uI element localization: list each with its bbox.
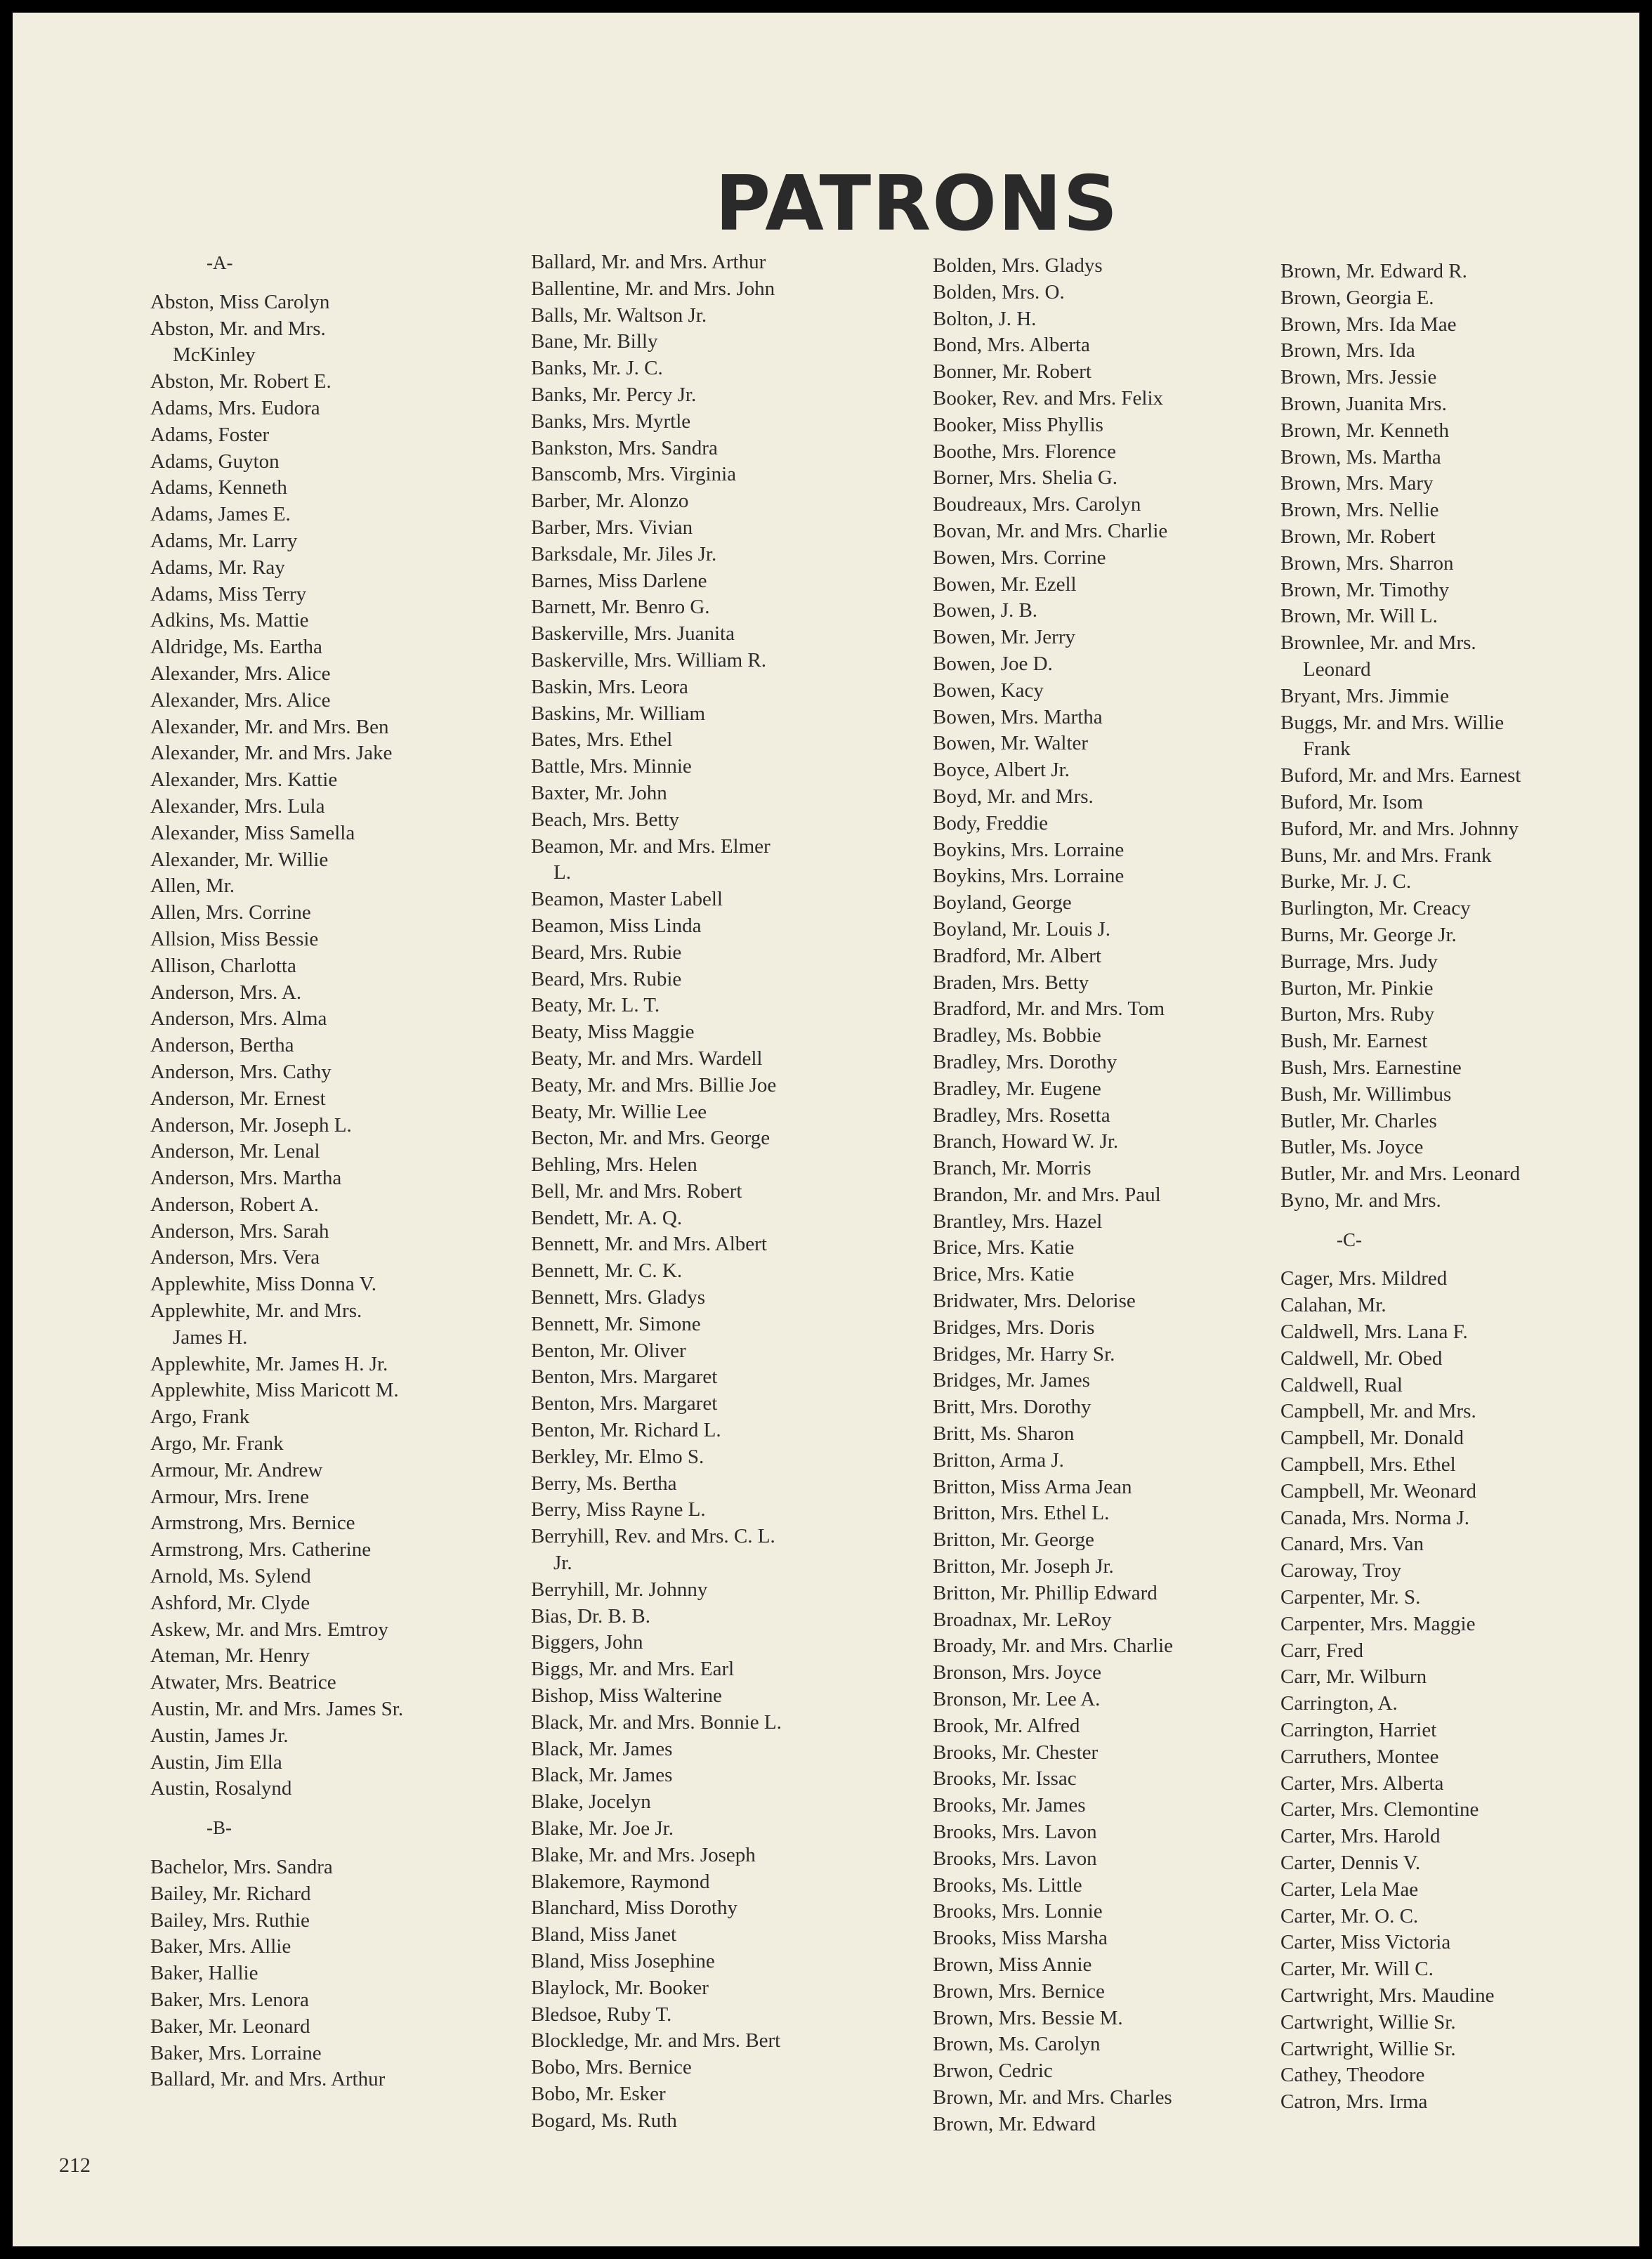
patron-name: Beamon, Miss Linda (531, 914, 702, 937)
patron-name: Cathey, Theodore (1280, 2064, 1425, 2087)
patron-name: Allison, Charlotta (150, 954, 296, 977)
patron-name: Argo, Mr. Frank (150, 1432, 284, 1455)
patron-name: Bennett, Mr. C. K. (531, 1259, 683, 1283)
patron-name-continuation: Jr. (553, 1552, 572, 1575)
patron-name: Cager, Mrs. Mildred (1280, 1267, 1448, 1290)
patron-name: Burke, Mr. J. C. (1280, 870, 1412, 893)
patron-name: Austin, James Jr. (150, 1724, 289, 1747)
patron-name: Banks, Mr. J. C. (531, 357, 663, 380)
patron-name: Bowen, Joe D. (933, 652, 1053, 675)
patron-name: Beaty, Miss Maggie (531, 1021, 695, 1044)
patron-name: Bias, Dr. B. B. (531, 1604, 650, 1628)
patron-name: Armstrong, Mrs. Catherine (150, 1538, 372, 1561)
patron-name: Battle, Mrs. Minnie (531, 755, 692, 778)
patron-name: Atwater, Mrs. Beatrice (150, 1671, 336, 1694)
patron-name: Burton, Mrs. Ruby (1280, 1003, 1435, 1026)
yearbook-page (13, 13, 1639, 2246)
patron-name: Borner, Mrs. Shelia G. (933, 466, 1118, 490)
patron-name-continuation: Frank (1303, 738, 1351, 761)
patron-name: Beaty, Mr. L. T. (531, 994, 660, 1017)
patron-name: Broadnax, Mr. LeRoy (933, 1608, 1112, 1631)
patron-name: Benton, Mr. Richard L. (531, 1419, 721, 1442)
patron-name: Brownlee, Mr. and Mrs. (1280, 631, 1476, 655)
patron-name: Boudreaux, Mrs. Carolyn (933, 493, 1141, 516)
patron-name: Carter, Lela Mae (1280, 1878, 1419, 1901)
patron-name: Bachelor, Mrs. Sandra (150, 1856, 333, 1879)
patron-name: Campbell, Mr. Donald (1280, 1427, 1464, 1450)
patron-name: Benton, Mrs. Margaret (531, 1366, 718, 1389)
patron-name: Black, Mr. and Mrs. Bonnie L. (531, 1710, 782, 1734)
patron-name: Anderson, Mr. Ernest (150, 1087, 326, 1110)
patron-name: Beaty, Mr. and Mrs. Billie Joe (531, 1073, 777, 1096)
patron-name: Alexander, Mrs. Alice (150, 662, 331, 685)
patron-name: Blaylock, Mr. Booker (531, 1976, 709, 1999)
patron-name: Brown, Mr. Edward (933, 2112, 1096, 2135)
patron-name: Black, Mr. James (531, 1737, 673, 1760)
patron-name: Argo, Frank (150, 1406, 250, 1429)
patron-name: Barnes, Miss Darlene (531, 569, 707, 592)
patron-name-continuation: Leonard (1303, 657, 1371, 681)
patron-name: Burns, Mr. George Jr. (1280, 923, 1457, 946)
patron-name: Campbell, Mr. Weonard (1280, 1479, 1477, 1502)
patron-name: Carrington, Harriet (1280, 1719, 1437, 1742)
patron-name: Benton, Mrs. Margaret (531, 1392, 718, 1415)
patron-name: Beaty, Mr. Willie Lee (531, 1100, 707, 1123)
patron-name: Bowen, Mr. Jerry (933, 626, 1075, 649)
patron-name: Bane, Mr. Billy (531, 330, 658, 353)
patron-name-continuation: L. (553, 861, 571, 884)
patron-name: Carter, Mrs. Harold (1280, 1825, 1441, 1848)
patron-name: Berryhill, Mr. Johnny (531, 1578, 708, 1601)
patron-name: Alexander, Mrs. Kattie (150, 768, 338, 792)
patron-name: Brown, Mr. Kenneth (1280, 419, 1450, 442)
patron-name: Brown, Georgia E. (1280, 286, 1434, 309)
patron-name: Becton, Mr. and Mrs. George (531, 1127, 771, 1150)
patron-name: Anderson, Mrs. Cathy (150, 1060, 332, 1083)
patron-name: Blake, Mr. Joe Jr. (531, 1817, 674, 1840)
patron-column-3 (933, 253, 1298, 2138)
patron-name: Beard, Mrs. Rubie (531, 941, 682, 964)
patron-name: Armstrong, Mrs. Bernice (150, 1512, 355, 1535)
patron-name: Bradley, Mr. Eugene (933, 1077, 1101, 1100)
patron-name: Biggs, Mr. and Mrs. Earl (531, 1658, 735, 1681)
patron-name: Applewhite, Miss Donna V. (150, 1273, 376, 1296)
patron-name: Buggs, Mr. and Mrs. Willie (1280, 711, 1504, 734)
patron-name: Bland, Miss Josephine (531, 1950, 715, 1972)
patron-name: Baskin, Mrs. Leora (531, 675, 688, 698)
patron-name: Brown, Mr. Will L. (1280, 605, 1438, 628)
patron-name: Baker, Mr. Leonard (150, 2015, 310, 2038)
patron-name: Bolden, Mrs. Gladys (933, 254, 1103, 277)
patron-name: Britton, Mr. Joseph Jr. (933, 1555, 1114, 1578)
patron-name: Anderson, Mr. Joseph L. (150, 1113, 352, 1137)
patron-name: Applewhite, Miss Maricott M. (150, 1379, 399, 1402)
patron-name: Brooks, Mr. Issac (933, 1767, 1077, 1790)
patron-name: Alexander, Mr. and Mrs. Ben (150, 715, 389, 738)
patron-name: Brooks, Mrs. Lonnie (933, 1900, 1103, 1923)
patron-name: Adams, Mr. Larry (150, 529, 298, 552)
patron-name: Cartwright, Willie Sr. (1280, 2037, 1456, 2060)
patron-name: Boothe, Mrs. Florence (933, 440, 1116, 463)
patron-name: Bland, Miss Janet (531, 1923, 677, 1946)
patron-name: Banks, Mr. Percy Jr. (531, 383, 697, 406)
patron-name: Adams, Kenneth (150, 476, 287, 499)
patron-name: Bobo, Mr. Esker (531, 2082, 666, 2105)
patron-name: Bridges, Mr. James (933, 1369, 1090, 1392)
patron-name: Bridges, Mr. Harry Sr. (933, 1342, 1115, 1366)
patron-name: Bovan, Mr. and Mrs. Charlie (933, 519, 1168, 542)
patron-name: Carpenter, Mr. S. (1280, 1586, 1421, 1609)
patron-name: Brown, Juanita Mrs. (1280, 392, 1447, 415)
patron-column-2 (531, 249, 896, 2135)
patron-name: Bradley, Mrs. Dorothy (933, 1050, 1117, 1073)
patron-name: Bush, Mrs. Earnestine (1280, 1056, 1462, 1079)
patron-name: Allen, Mrs. Corrine (150, 901, 311, 924)
patron-name: Butler, Mr. Charles (1280, 1109, 1437, 1132)
patron-name-continuation: James H. (173, 1325, 248, 1349)
patron-name: Brooks, Mr. James (933, 1794, 1086, 1817)
patron-name: Butler, Mr. and Mrs. Leonard (1280, 1163, 1521, 1186)
patron-name: Banscomb, Mrs. Virginia (531, 463, 737, 486)
patron-name: Alexander, Mrs. Alice (150, 688, 331, 712)
patron-name: Byno, Mr. and Mrs. (1280, 1189, 1441, 1212)
patron-name: Brown, Mrs. Sharron (1280, 551, 1454, 575)
patron-name: Brown, Mrs. Ida Mae (1280, 313, 1457, 336)
patron-name: Benton, Mr. Oliver (531, 1339, 686, 1362)
patron-name: Boykins, Mrs. Lorraine (933, 838, 1125, 861)
patron-name: Bronson, Mrs. Joyce (933, 1661, 1102, 1684)
patron-name: Boyland, Mr. Louis J. (933, 917, 1110, 941)
patron-name: Bolden, Mrs. O. (933, 280, 1065, 303)
patron-name: Bond, Mrs. Alberta (933, 334, 1090, 357)
patron-name: Allen, Mr. (150, 875, 235, 898)
patron-name: Allsion, Miss Bessie (150, 927, 319, 950)
patron-name: Brook, Mr. Alfred (933, 1714, 1080, 1737)
patron-name: Adams, Miss Terry (150, 582, 307, 605)
patron-name: Arnold, Ms. Sylend (150, 1565, 311, 1588)
patron-name: Burton, Mr. Pinkie (1280, 976, 1434, 1000)
patron-name: Behling, Mrs. Helen (531, 1153, 697, 1177)
patron-name: Brown, Mrs. Mary (1280, 472, 1434, 495)
patron-name: Barber, Mrs. Vivian (531, 516, 693, 539)
patron-name: Carter, Dennis V. (1280, 1852, 1421, 1875)
patron-name: Baskerville, Mrs. Juanita (531, 622, 735, 646)
patron-name: Branch, Mr. Morris (933, 1157, 1092, 1180)
patron-name: Beach, Mrs. Betty (531, 808, 680, 831)
patron-name: Adams, Guyton (150, 450, 280, 473)
patron-name: Bowen, J. B. (933, 599, 1038, 622)
section-letter-header: -B- (206, 1817, 232, 1839)
patron-name: Bonner, Mr. Robert (933, 360, 1092, 384)
patron-name: Armour, Mr. Andrew (150, 1458, 323, 1481)
patron-name: Alexander, Mr. and Mrs. Jake (150, 742, 393, 765)
patron-name: Carter, Miss Victoria (1280, 1931, 1451, 1954)
patron-name: Ateman, Mr. Henry (150, 1644, 310, 1668)
patron-name: Baker, Hallie (150, 1962, 258, 1985)
patron-name: Caldwell, Rual (1280, 1373, 1403, 1396)
patron-name: Bradford, Mr. Albert (933, 944, 1102, 967)
patron-name: Brown, Miss Annie (933, 1953, 1092, 1976)
patron-name: Berkley, Mr. Elmo S. (531, 1445, 704, 1468)
patron-name: Abston, Mr. Robert E. (150, 370, 332, 393)
patron-name: Brown, Mr. and Mrs. Charles (933, 2086, 1172, 2109)
patron-name: Branch, Howard W. Jr. (933, 1130, 1119, 1153)
patron-name: Carrington, A. (1280, 1692, 1398, 1715)
patron-name: Anderson, Mrs. Sarah (150, 1219, 329, 1243)
patron-name: Britton, Miss Arma Jean (933, 1475, 1132, 1498)
patron-name: Bledsoe, Ruby T. (531, 2003, 672, 2026)
patron-name: Barksdale, Mr. Jiles Jr. (531, 542, 717, 565)
patron-name: Bendett, Mr. A. Q. (531, 1206, 683, 1229)
patron-name: Applewhite, Mr. James H. Jr. (150, 1352, 388, 1375)
patron-name: Carter, Mr. O. C. (1280, 1904, 1419, 1927)
patron-name: Brown, Mrs. Bessie M. (933, 2006, 1123, 2029)
patron-name: Canard, Mrs. Van (1280, 1533, 1424, 1556)
patron-name: Brwon, Cedric (933, 2060, 1053, 2083)
patron-name: Brown, Ms. Martha (1280, 445, 1441, 469)
patron-name: Boyd, Mr. and Mrs. (933, 785, 1094, 808)
patron-name: Campbell, Mr. and Mrs. (1280, 1400, 1476, 1423)
patron-name: Askew, Mr. and Mrs. Emtroy (150, 1618, 388, 1641)
patron-name: Bridges, Mrs. Doris (933, 1316, 1095, 1339)
patron-name-continuation: McKinley (173, 343, 256, 367)
patron-name: Bradley, Ms. Bobbie (933, 1024, 1101, 1047)
patron-name: Bolton, J. H. (933, 307, 1037, 330)
patron-name: Beamon, Master Labell (531, 888, 723, 911)
patron-name: Britton, Mr. George (933, 1528, 1094, 1552)
patron-name: Bradford, Mr. and Mrs. Tom (933, 997, 1165, 1021)
page-title: PATRONS (715, 160, 1120, 248)
patron-name: Calahan, Mr. (1280, 1294, 1386, 1317)
patron-name: Britt, Mrs. Dorothy (933, 1396, 1092, 1419)
patron-name: Boykins, Mrs. Lorraine (933, 865, 1125, 888)
patron-name: Armour, Mrs. Irene (150, 1485, 309, 1508)
patron-name: Britton, Arma J. (933, 1448, 1064, 1472)
patron-name: Bowen, Mr. Ezell (933, 572, 1077, 596)
patron-name: Bell, Mr. and Mrs. Robert (531, 1179, 742, 1203)
patron-name: Adams, Mrs. Eudora (150, 396, 320, 419)
patron-name: Carpenter, Mrs. Maggie (1280, 1612, 1476, 1635)
section-letter-header: -A- (206, 252, 233, 273)
patron-name: Anderson, Bertha (150, 1034, 294, 1057)
patron-name: Adams, Foster (150, 423, 270, 446)
patron-name: Adkins, Ms. Mattie (150, 609, 309, 632)
patron-name: Bennett, Mrs. Gladys (531, 1286, 706, 1309)
patron-name: Ashford, Mr. Clyde (150, 1591, 310, 1614)
patron-name: Boyce, Albert Jr. (933, 759, 1070, 782)
patron-name: Cartwright, Mrs. Maudine (1280, 1984, 1495, 2007)
patron-name: Bogard, Ms. Ruth (531, 2109, 677, 2132)
patron-name: Brandon, Mr. and Mrs. Paul (933, 1183, 1161, 1206)
patron-name: Caldwell, Mr. Obed (1280, 1347, 1443, 1370)
patron-name: Ballard, Mr. and Mrs. Arthur (150, 2068, 386, 2091)
page-number: 212 (59, 2154, 91, 2177)
patron-name: Ballentine, Mr. and Mrs. John (531, 277, 775, 300)
patron-name: Bradley, Mrs. Rosetta (933, 1104, 1110, 1127)
patron-name: Alexander, Miss Samella (150, 821, 355, 844)
patron-name: Berry, Miss Rayne L. (531, 1498, 706, 1521)
patron-name: Blakemore, Raymond (531, 1870, 710, 1893)
patron-name: Barnett, Mr. Benro G. (531, 596, 710, 619)
patron-name: Brown, Mr. Robert (1280, 525, 1436, 548)
patron-name: Berryhill, Rev. and Mrs. C. L. (531, 1525, 775, 1548)
patron-name: Bryant, Mrs. Jimmie (1280, 684, 1450, 707)
patron-name: Blanchard, Miss Dorothy (531, 1897, 738, 1920)
patron-name: Anderson, Mr. Lenal (150, 1140, 320, 1163)
patron-name: Brooks, Miss Marsha (933, 1927, 1108, 1950)
patron-name: Bowen, Mr. Walter (933, 732, 1089, 755)
patron-name: Austin, Rosalynd (150, 1777, 292, 1800)
patron-name: Anderson, Mrs. Vera (150, 1246, 320, 1269)
patron-name: Beard, Mrs. Rubie (531, 967, 682, 990)
patron-name: Balls, Mr. Waltson Jr. (531, 303, 707, 327)
patron-name: Bridwater, Mrs. Delorise (933, 1290, 1136, 1313)
patron-name: Abston, Miss Carolyn (150, 290, 330, 313)
patron-name: Bronson, Mr. Lee A. (933, 1688, 1101, 1711)
patron-name: Catron, Mrs. Irma (1280, 2090, 1428, 2114)
patron-name: Brooks, Mr. Chester (933, 1741, 1099, 1764)
patron-name: Brantley, Mrs. Hazel (933, 1210, 1103, 1233)
patron-name: Burrage, Mrs. Judy (1280, 950, 1438, 973)
patron-name: Anderson, Mrs. A. (150, 981, 302, 1004)
patron-name: Brown, Mrs. Bernice (933, 1979, 1105, 2003)
patron-name: Bowen, Kacy (933, 679, 1044, 702)
patron-name: Caroway, Troy (1280, 1559, 1402, 1583)
patron-name: Brown, Mrs. Nellie (1280, 499, 1439, 522)
patron-name: Campbell, Mrs. Ethel (1280, 1453, 1456, 1476)
patron-name: Bishop, Miss Walterine (531, 1684, 722, 1708)
patron-name: Booker, Miss Phyllis (933, 413, 1103, 436)
patron-name: Broady, Mr. and Mrs. Charlie (933, 1635, 1174, 1658)
patron-name: Baker, Mrs. Lorraine (150, 2041, 322, 2064)
patron-name: Blake, Jocelyn (531, 1790, 651, 1814)
patron-name: Abston, Mr. and Mrs. (150, 317, 326, 340)
patron-name: Brooks, Ms. Little (933, 1873, 1082, 1897)
patron-name: Aldridge, Ms. Eartha (150, 636, 322, 659)
patron-name: Carruthers, Montee (1280, 1745, 1439, 1768)
patron-column-1 (150, 237, 516, 2093)
patron-name: Alexander, Mrs. Lula (150, 794, 325, 818)
patron-name: Brown, Mrs. Ida (1280, 339, 1415, 362)
patron-name: Berry, Ms. Bertha (531, 1472, 677, 1495)
patron-name: Bennett, Mr. Simone (531, 1312, 701, 1335)
patron-name: Adams, Mr. Ray (150, 556, 285, 579)
patron-name: Buford, Mr. and Mrs. Johnny (1280, 817, 1519, 840)
patron-name: Bush, Mr. Willimbus (1280, 1082, 1452, 1106)
patron-name: Applewhite, Mr. and Mrs. (150, 1299, 362, 1323)
patron-name: Brice, Mrs. Katie (933, 1263, 1075, 1286)
patron-name: Anderson, Mrs. Martha (150, 1167, 342, 1190)
patron-name: Boyland, George (933, 891, 1072, 915)
patron-name: Beaty, Mr. and Mrs. Wardell (531, 1047, 763, 1070)
patron-name: Buns, Mr. and Mrs. Frank (1280, 844, 1492, 867)
patron-name: Anderson, Mrs. Alma (150, 1007, 327, 1030)
patron-name: Baskins, Mr. William (531, 702, 706, 725)
patron-name: Beamon, Mr. and Mrs. Elmer (531, 834, 771, 858)
patron-name: Brooks, Mrs. Lavon (933, 1821, 1097, 1844)
patron-name: Baker, Mrs. Allie (150, 1935, 291, 1958)
patron-name: Carr, Mr. Wilburn (1280, 1665, 1427, 1689)
patron-name: Booker, Rev. and Mrs. Felix (933, 386, 1164, 410)
patron-name: Bates, Mrs. Ethel (531, 728, 673, 752)
patron-name: Biggers, John (531, 1631, 643, 1654)
patron-name: Burlington, Mr. Creacy (1280, 897, 1471, 920)
patron-name: Bobo, Mrs. Bernice (531, 2056, 692, 2079)
patron-name: Carter, Mr. Will C. (1280, 1958, 1434, 1981)
patron-name: Brooks, Mrs. Lavon (933, 1847, 1097, 1870)
patron-name: Bailey, Mrs. Ruthie (150, 1908, 310, 1932)
patron-name: Ballard, Mr. and Mrs. Arthur (531, 251, 766, 273)
patron-name: Adams, James E. (150, 503, 291, 526)
patron-name: Buford, Mr. and Mrs. Earnest (1280, 764, 1521, 787)
patron-name: Canada, Mrs. Norma J. (1280, 1506, 1470, 1529)
patron-name: Brown, Mrs. Jessie (1280, 366, 1437, 389)
patron-name: Baker, Mrs. Lenora (150, 1989, 309, 2011)
patron-name: Body, Freddie (933, 811, 1049, 834)
patron-name: Bailey, Mr. Richard (150, 1882, 311, 1905)
patron-name: Blake, Mr. and Mrs. Joseph (531, 1843, 756, 1866)
patron-name: Baxter, Mr. John (531, 781, 667, 804)
patron-name: Baskerville, Mrs. William R. (531, 648, 766, 672)
patron-name: Black, Mr. James (531, 1764, 673, 1787)
patron-name: Bowen, Mrs. Martha (933, 705, 1103, 728)
patron-name: Bennett, Mr. and Mrs. Albert (531, 1233, 767, 1256)
patron-column-4 (1280, 258, 1646, 2116)
patron-name: Banks, Mrs. Myrtle (531, 410, 691, 433)
patron-name: Brown, Ms. Carolyn (933, 2033, 1101, 2056)
patron-name: Barber, Mr. Alonzo (531, 490, 689, 513)
patron-name: Austin, Mr. and Mrs. James Sr. (150, 1698, 404, 1721)
patron-name: Anderson, Robert A. (150, 1193, 320, 1216)
patron-name: Caldwell, Mrs. Lana F. (1280, 1321, 1468, 1344)
patron-name: Carr, Fred (1280, 1639, 1364, 1662)
patron-name: Bush, Mr. Earnest (1280, 1030, 1428, 1053)
patron-name: Bankston, Mrs. Sandra (531, 436, 718, 459)
patron-name: Alexander, Mr. Willie (150, 848, 329, 871)
patron-name: Cartwright, Willie Sr. (1280, 2010, 1456, 2034)
patron-name: Carter, Mrs. Alberta (1280, 1772, 1444, 1795)
patron-name: Bowen, Mrs. Corrine (933, 546, 1106, 569)
patron-name: Blockledge, Mr. and Mrs. Bert (531, 2029, 781, 2052)
patron-name: Austin, Jim Ella (150, 1750, 282, 1774)
patron-name: Braden, Mrs. Betty (933, 971, 1089, 994)
section-letter-header: -C- (1337, 1229, 1362, 1250)
patron-name: Britt, Ms. Sharon (933, 1422, 1075, 1446)
patron-name: Butler, Ms. Joyce (1280, 1136, 1424, 1159)
patron-name: Britton, Mrs. Ethel L. (933, 1502, 1110, 1525)
patron-name: Carter, Mrs. Clemontine (1280, 1798, 1479, 1821)
patron-name: Brice, Mrs. Katie (933, 1236, 1075, 1259)
patron-name: Brown, Mr. Edward R. (1280, 260, 1467, 282)
patron-name: Buford, Mr. Isom (1280, 790, 1423, 813)
patron-name: Britton, Mr. Phillip Edward (933, 1581, 1158, 1604)
patron-name: Brown, Mr. Timothy (1280, 578, 1450, 601)
